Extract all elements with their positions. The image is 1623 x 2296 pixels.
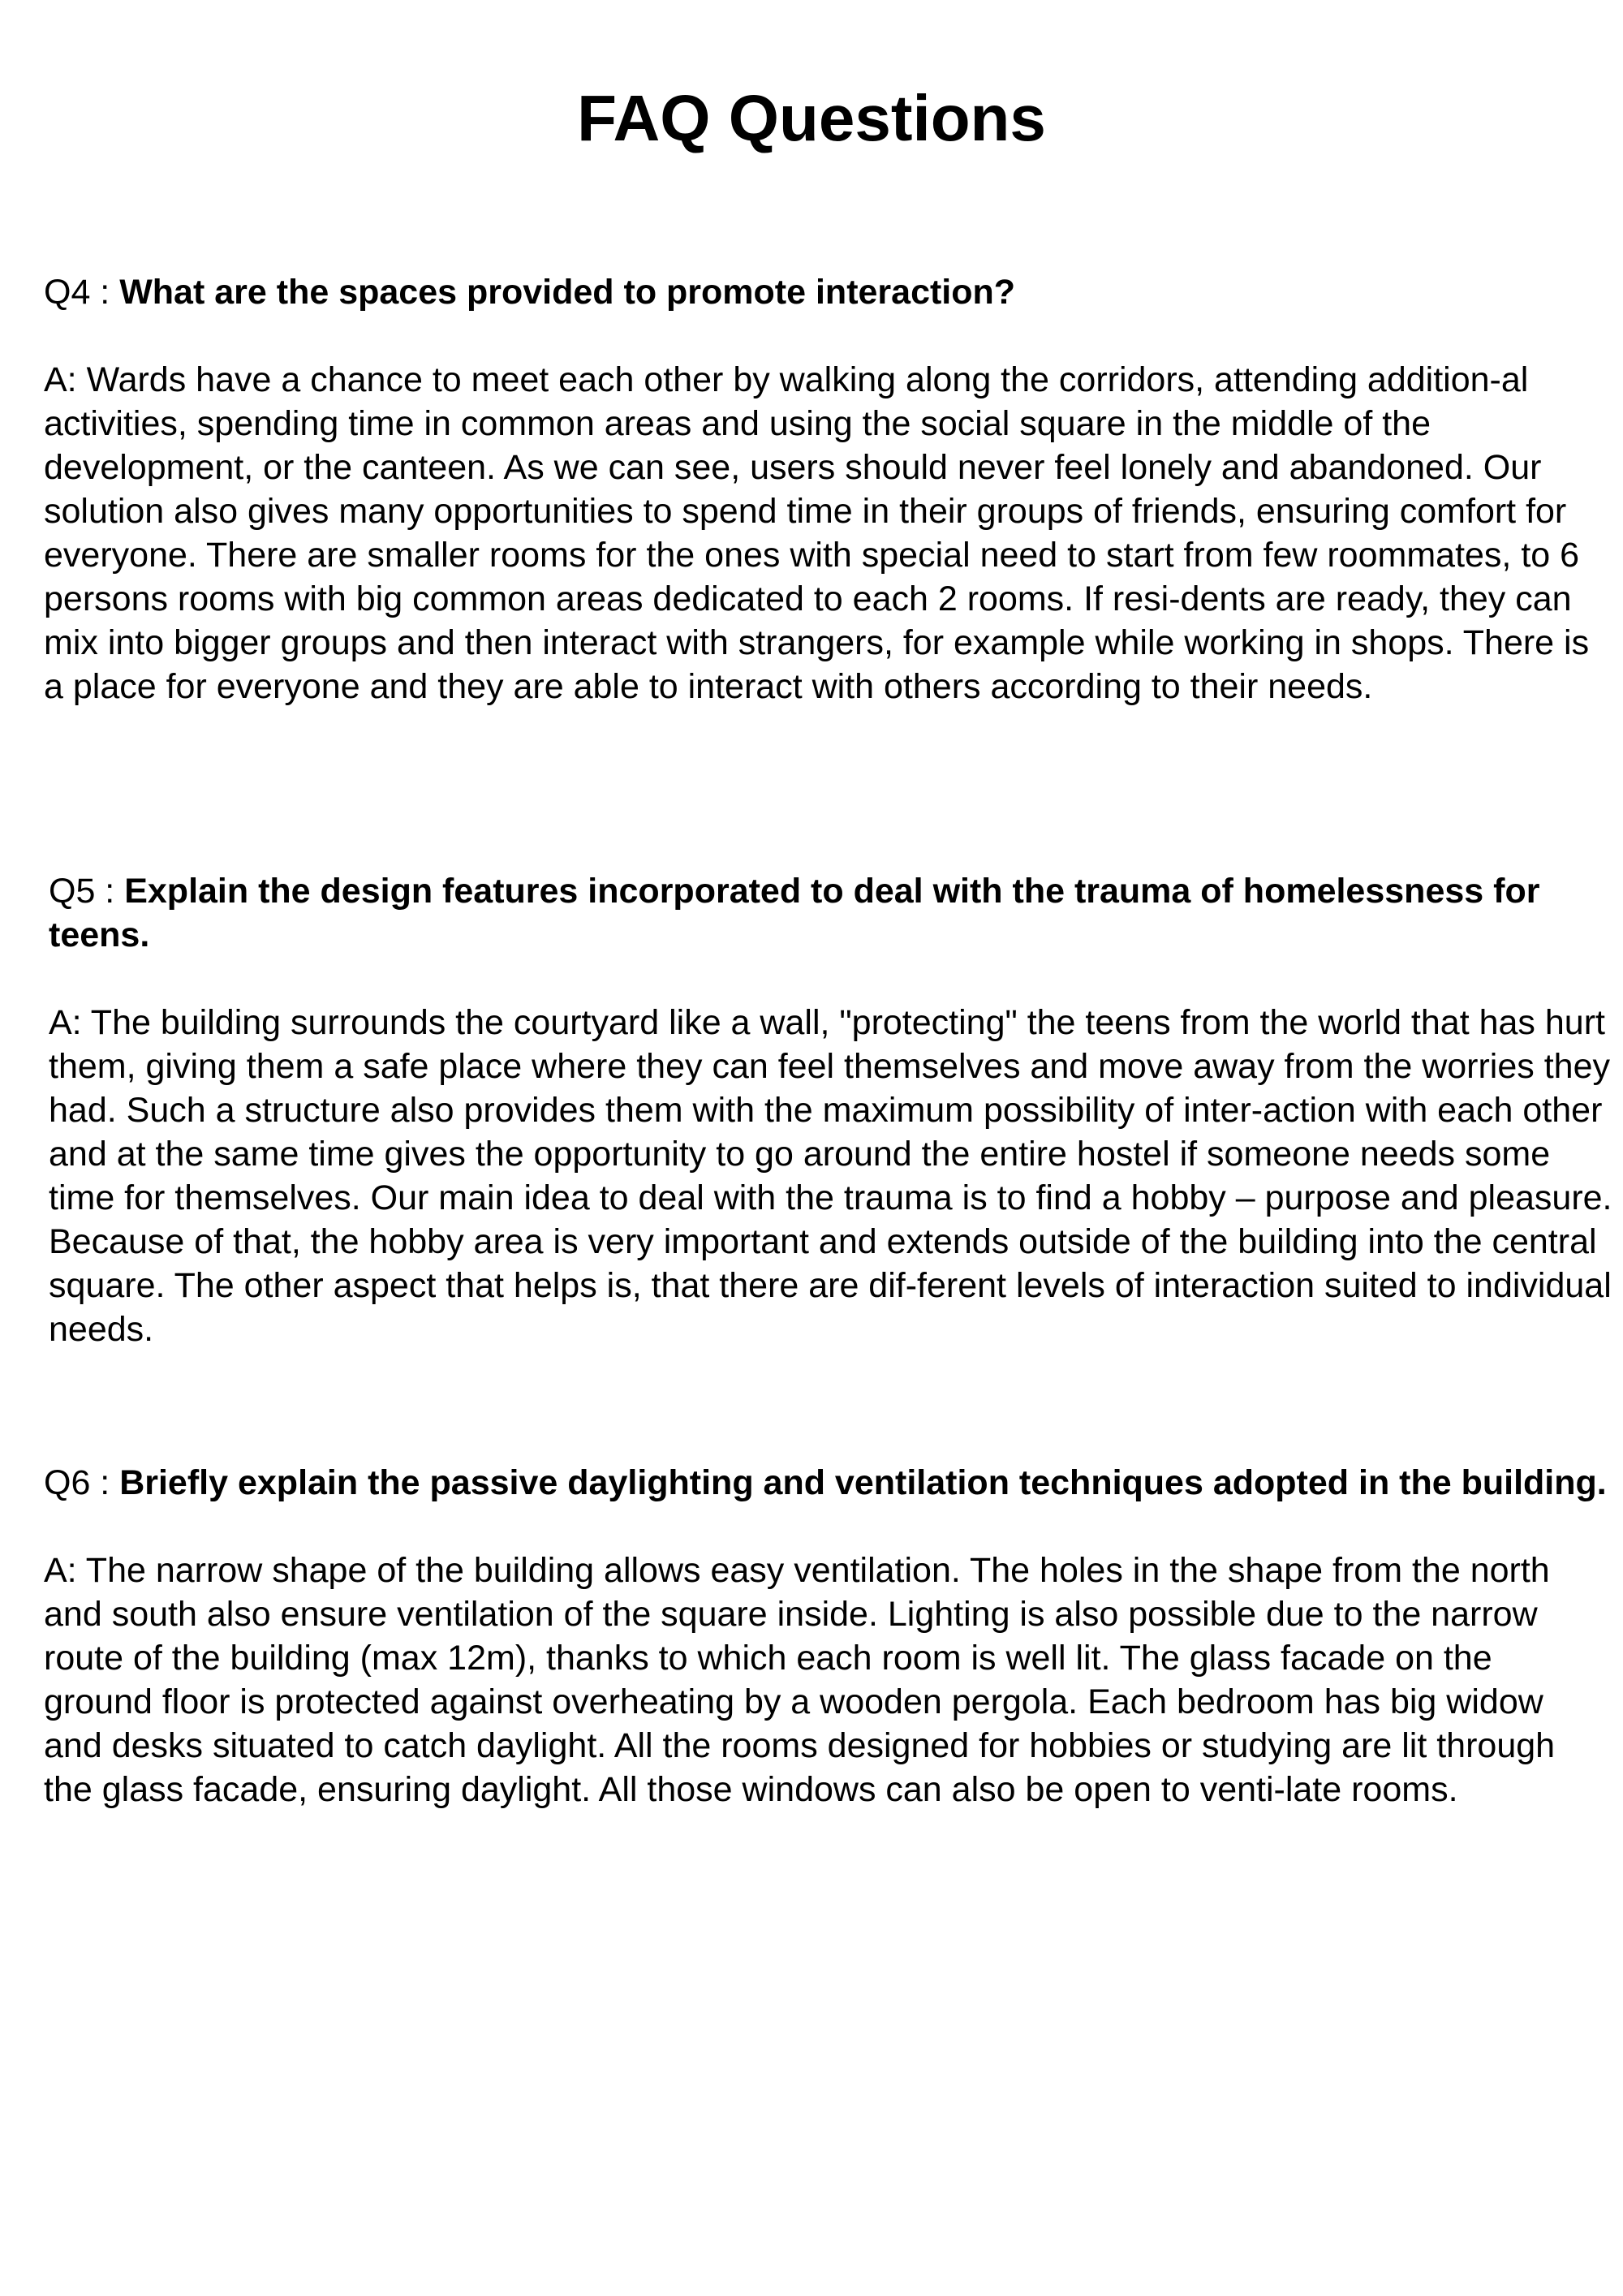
question-text: Briefly explain the passive daylighting and ventilation techniques adopted in the building. [119, 1463, 1607, 1502]
question-text: Explain the design features incorporated to deal with the trauma of homelessness for teens. [49, 872, 1540, 954]
question-text: What are the spaces provided to promote interaction? [119, 273, 1016, 312]
faq-item-q4 [44, 270, 1610, 709]
faq-answer: A: The building surrounds the courtyard like a wall, "protecting" the teens from the world that has hurt them, giving them a safe place where they can feel themselves and move away from the worries they had. Such a structure also provides them with the maximum possibility of inter-action with each other and at the same time gives the opportunity to go around the entire hostel if someone needs some time for themselves. Our main idea to deal with the trauma is to find a hobby – purpose and pleasure. Because of that, the hobby area is very important and extends outside of the building into the central square. The other aspect that helps is, that there are dif-ferent levels of interaction suited to individual needs. [49, 1003, 1612, 1349]
page-title: FAQ Questions [577, 82, 1046, 154]
faq-question [44, 1461, 1610, 1505]
question-number: Q5 : [49, 872, 125, 911]
faq-question [49, 869, 1615, 957]
faq-item-q5 [49, 869, 1615, 1351]
faq-answer: A: Wards have a chance to meet each other by walking along the corridors, attending addition-al activities, spending time in common areas and using the social square in the middle of the development, or the canteen. As we can see, users should never feel lonely and abandoned. Our solution also gives many opportunities to spend time in their groups of friends, ensuring comfort for everyone. There are smaller rooms for the ones with special need to start from few roommates, to 6 persons rooms with big common areas dedicated to each 2 rooms. If resi-dents are ready, they can mix into bigger groups and then interact with strangers, for example while working in shops. There is a place for everyone and they are able to interact with others according to their needs. [44, 360, 1590, 706]
faq-item-q6 [44, 1461, 1610, 1811]
faq-answer: A: The narrow shape of the building allows easy ventilation. The holes in the shape from the north and south also ensure ventilation of the square inside. Lighting is also possible due to the narrow route of the building (max 12m), thanks to which each room is well lit. The glass facade on the ground floor is protected against overheating by a wooden pergola. Each bedroom has big widow and desks situated to catch daylight. All the rooms designed for hobbies or studying are lit through the glass facade, ensuring daylight. All those windows can also be open to venti-late rooms. [44, 1551, 1556, 1809]
faq-question [44, 270, 1610, 314]
question-number: Q4 : [44, 273, 120, 312]
question-number: Q6 : [44, 1463, 120, 1502]
